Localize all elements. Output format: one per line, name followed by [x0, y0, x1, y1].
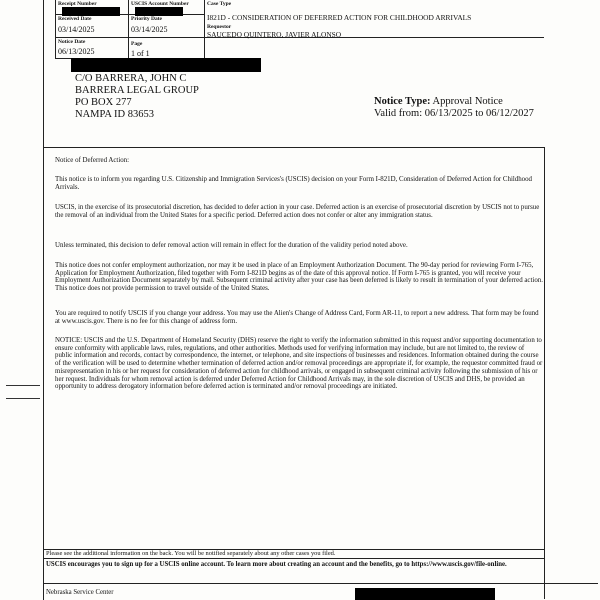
page-value: 1 of 1 — [131, 49, 150, 58]
body-box-rule — [544, 147, 545, 599]
received-date-value: 03/14/2025 — [58, 25, 95, 34]
header-rule — [55, 0, 56, 58]
address-line-3: PO BOX 277 — [75, 97, 132, 108]
validity-period: Valid from: 06/13/2025 to 06/12/2027 — [374, 108, 534, 119]
margin-mark — [6, 385, 40, 386]
body-box-rule — [44, 147, 545, 148]
back-info-text: Please see the additional information on the back. You will be notified separately about any other cases you filed. — [46, 550, 336, 557]
case-type-value: I821D - CONSIDERATION OF DEFERRED ACTION FOR CHILDHOOD ARRIVALS — [207, 13, 472, 22]
redaction-bar — [71, 58, 261, 72]
address-line-4: NAMPA ID 83653 — [75, 109, 154, 120]
received-date-label: Received Date — [58, 16, 92, 22]
uscis-account-label: USCIS Account Number — [131, 1, 189, 7]
requestor-value: SAUCEDO QUINTERO, JAVIER ALONSO — [207, 30, 342, 39]
footer-rule — [44, 583, 598, 584]
notice-type-label: Notice Type: — [374, 96, 431, 107]
footer-rule — [44, 558, 545, 559]
header-rule — [204, 0, 205, 58]
online-account-text: USCIS encourages you to sign up for a USCIS online account. To learn more about creating an account and the benefits, go to https://www.uscis.gov/file-online. — [46, 561, 507, 568]
service-center: Nebraska Service Center — [46, 589, 114, 596]
page-label: Page — [131, 41, 143, 47]
paragraph-purpose: This notice is to inform you regarding U.S. Citizenship and Immigration Services's (USCIS) decision on your Form I-821D, Consideration of Deferred Action for Childhood Arrivals. — [55, 176, 533, 191]
margin-mark — [6, 398, 40, 399]
notice-type-block — [374, 96, 534, 120]
requestor-label: Requestor — [207, 24, 232, 30]
paragraph-discretion: USCIS, in the exercise of its prosecutorial discretion, has decided to defer action in your case. Deferred action is an exercise of prosecutorial discretion by USCIS not to pursue the removal of an individual from the United States for a specific period. Deferred action does not confer or alter any immigration status. — [55, 204, 540, 219]
notice-date-value: 06/13/2025 — [58, 47, 95, 56]
notice-type-value: Approval Notice — [432, 96, 503, 107]
redaction-bar — [135, 7, 183, 16]
paragraph-address-change: You are required to notify USCIS if you change your address. You may use the Alien's Change of Address Card, Form AR-11, to report a new address. That form may be found at www.uscis.gov. There is no fee for this change of address form. — [55, 310, 539, 325]
priority-date-label: Priority Date — [131, 16, 162, 22]
notice-title: Notice of Deferred Action: — [55, 157, 130, 164]
header-rule — [55, 37, 204, 38]
address-line-2: BARRERA LEGAL GROUP — [75, 85, 199, 96]
notice-date-label: Notice Date — [58, 39, 86, 45]
receipt-number-label: Receipt Number — [58, 1, 97, 7]
redaction-bar — [355, 588, 495, 600]
case-type-label: Case Type — [207, 1, 232, 7]
redaction-bar — [62, 7, 120, 16]
priority-date-value: 03/14/2025 — [131, 25, 168, 34]
address-line-1: C/O BARRERA, JOHN C — [75, 73, 187, 84]
paragraph-duration: Unless terminated, this decision to defer removal action will remain in effect for the duration of the validity period noted above. — [55, 242, 408, 249]
paragraph-employment: This notice does not confer employment authorization, nor may it be used in place of an Employment Authorization Document. The 90-day period for reviewing Form I-765, Application for Employment Authorization, filed together with Form I-821D begins as of the date of this approval notice. If Form I-765 is granted, you will receive your Employment Authorization Document separately by mail. Subsequent criminal activity after your case has been deferred is likely to result in termination of your deferred action. This notice does not provide permission to travel outside of the United States. — [55, 262, 543, 293]
paragraph-dhs-notice: NOTICE: USCIS and the U.S. Department of Homeland Security (DHS) reserve the right to verify the information submitted in this request and/or supporting documentation to ensure conformity with applicable laws, rules, regulations, and other authorities. Methods used for verifying information may include, but are not limited to, the review of public information and records, contact by correspondence, the internet, or telephone, and site inspections of businesses and residences. Information obtained during the course of the verification will be used to determine whether termination of deferred action and/or removal proceedings are appropriate if, for example, the requestor committed fraud or misrepresentation in his or her request for consideration of deferred action for childhood arrivals, or engaged in subsequent criminal activity following the submission of his or her request. Individuals for whom removal action is deferred under Deferred Action for Childhood Arrivals may, in the sole discretion of USCIS and DHS, be provided an opportunity to address derogatory information before deferred action is terminated and/or removal proceedings are initiated. — [55, 337, 543, 391]
header-rule — [128, 0, 129, 58]
